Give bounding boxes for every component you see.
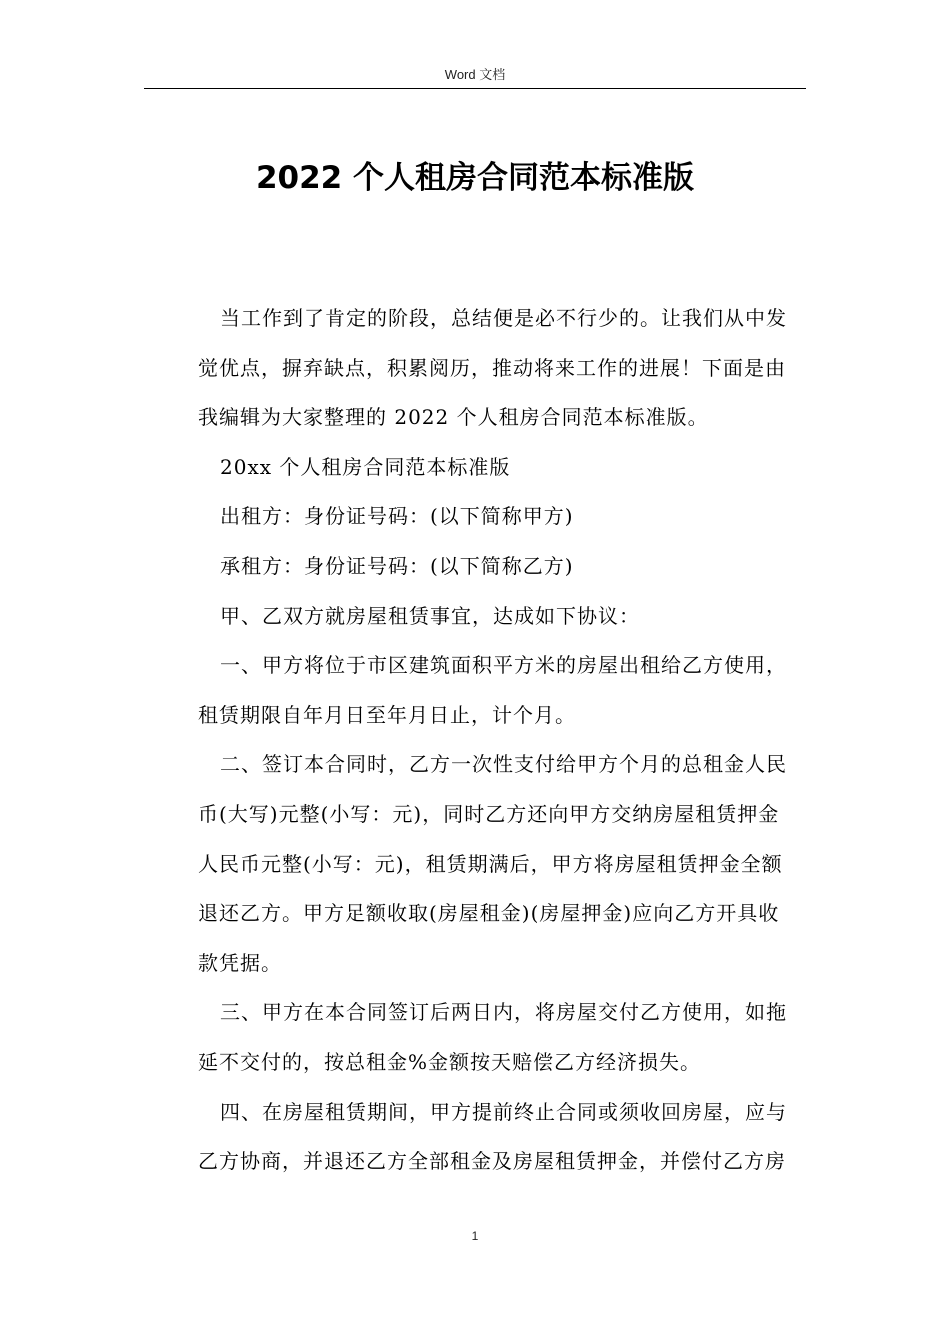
- text-line: 甲、乙双方就房屋租赁事宜，达成如下协议：: [220, 603, 640, 628]
- paragraph-intro: [176, 294, 806, 443]
- paragraph-clause-1: [176, 641, 806, 740]
- document-body: [176, 294, 806, 1187]
- paragraph-lessee: [176, 542, 806, 592]
- paragraph-lessor: [176, 492, 806, 542]
- page-number: 1: [471, 1229, 479, 1243]
- text-line: 觉优点，摒弃缺点，积累阅历，推动将来工作的进展！下面是由: [198, 355, 786, 380]
- text-line: 退还乙方。甲方足额收取(房屋租金)(房屋押金)应向乙方开具收: [198, 901, 780, 926]
- text-line: 币(大写)元整(小写：元)，同时乙方还向甲方交纳房屋租赁押金: [198, 801, 780, 826]
- paragraph-clause-4: [176, 1088, 806, 1187]
- text-line: 我编辑为大家整理的 2022 个人租房合同范本标准版。: [198, 405, 709, 430]
- header-divider: [144, 88, 806, 89]
- text-line: 租赁期限自年月日至年月日止，计个月。: [198, 702, 576, 727]
- text-line: 承租方：身份证号码：(以下简称乙方): [220, 553, 574, 578]
- paragraph-subtitle: [176, 443, 806, 493]
- page-header-label: Word 文档: [444, 67, 506, 82]
- paragraph-clause-2: [176, 740, 806, 988]
- document-title: 2022 个人租房合同范本标准版: [255, 160, 695, 196]
- text-line: 乙方协商，并退还乙方全部租金及房屋租赁押金，并偿付乙方房: [198, 1149, 786, 1174]
- paragraph-agreement-intro: [176, 592, 806, 642]
- text-line: 延不交付的，按总租金%金额按天赔偿乙方经济损失。: [198, 1049, 702, 1074]
- text-line: 二、签订本合同时，乙方一次性支付给甲方个月的总租金人民: [220, 752, 787, 777]
- text-line: 当工作到了肯定的阶段，总结便是必不行少的。让我们从中发: [220, 306, 787, 330]
- text-line: 出租方：身份证号码：(以下简称甲方): [220, 504, 574, 529]
- paragraph-clause-3: [176, 988, 806, 1087]
- text-line: 一、甲方将位于市区建筑面积平方米的房屋出租给乙方使用，: [220, 653, 787, 678]
- text-line: 三、甲方在本合同签订后两日内，将房屋交付乙方使用，如拖: [220, 1000, 787, 1025]
- text-line: 款凭据。: [198, 950, 282, 975]
- text-line: 四、在房屋租赁期间，甲方提前终止合同或须收回房屋，应与: [220, 1099, 787, 1124]
- text-line: 20xx 个人租房合同范本标准版: [220, 454, 511, 479]
- text-line: 人民币元整(小写：元)，租赁期满后，甲方将房屋租赁押金全额: [198, 851, 783, 876]
